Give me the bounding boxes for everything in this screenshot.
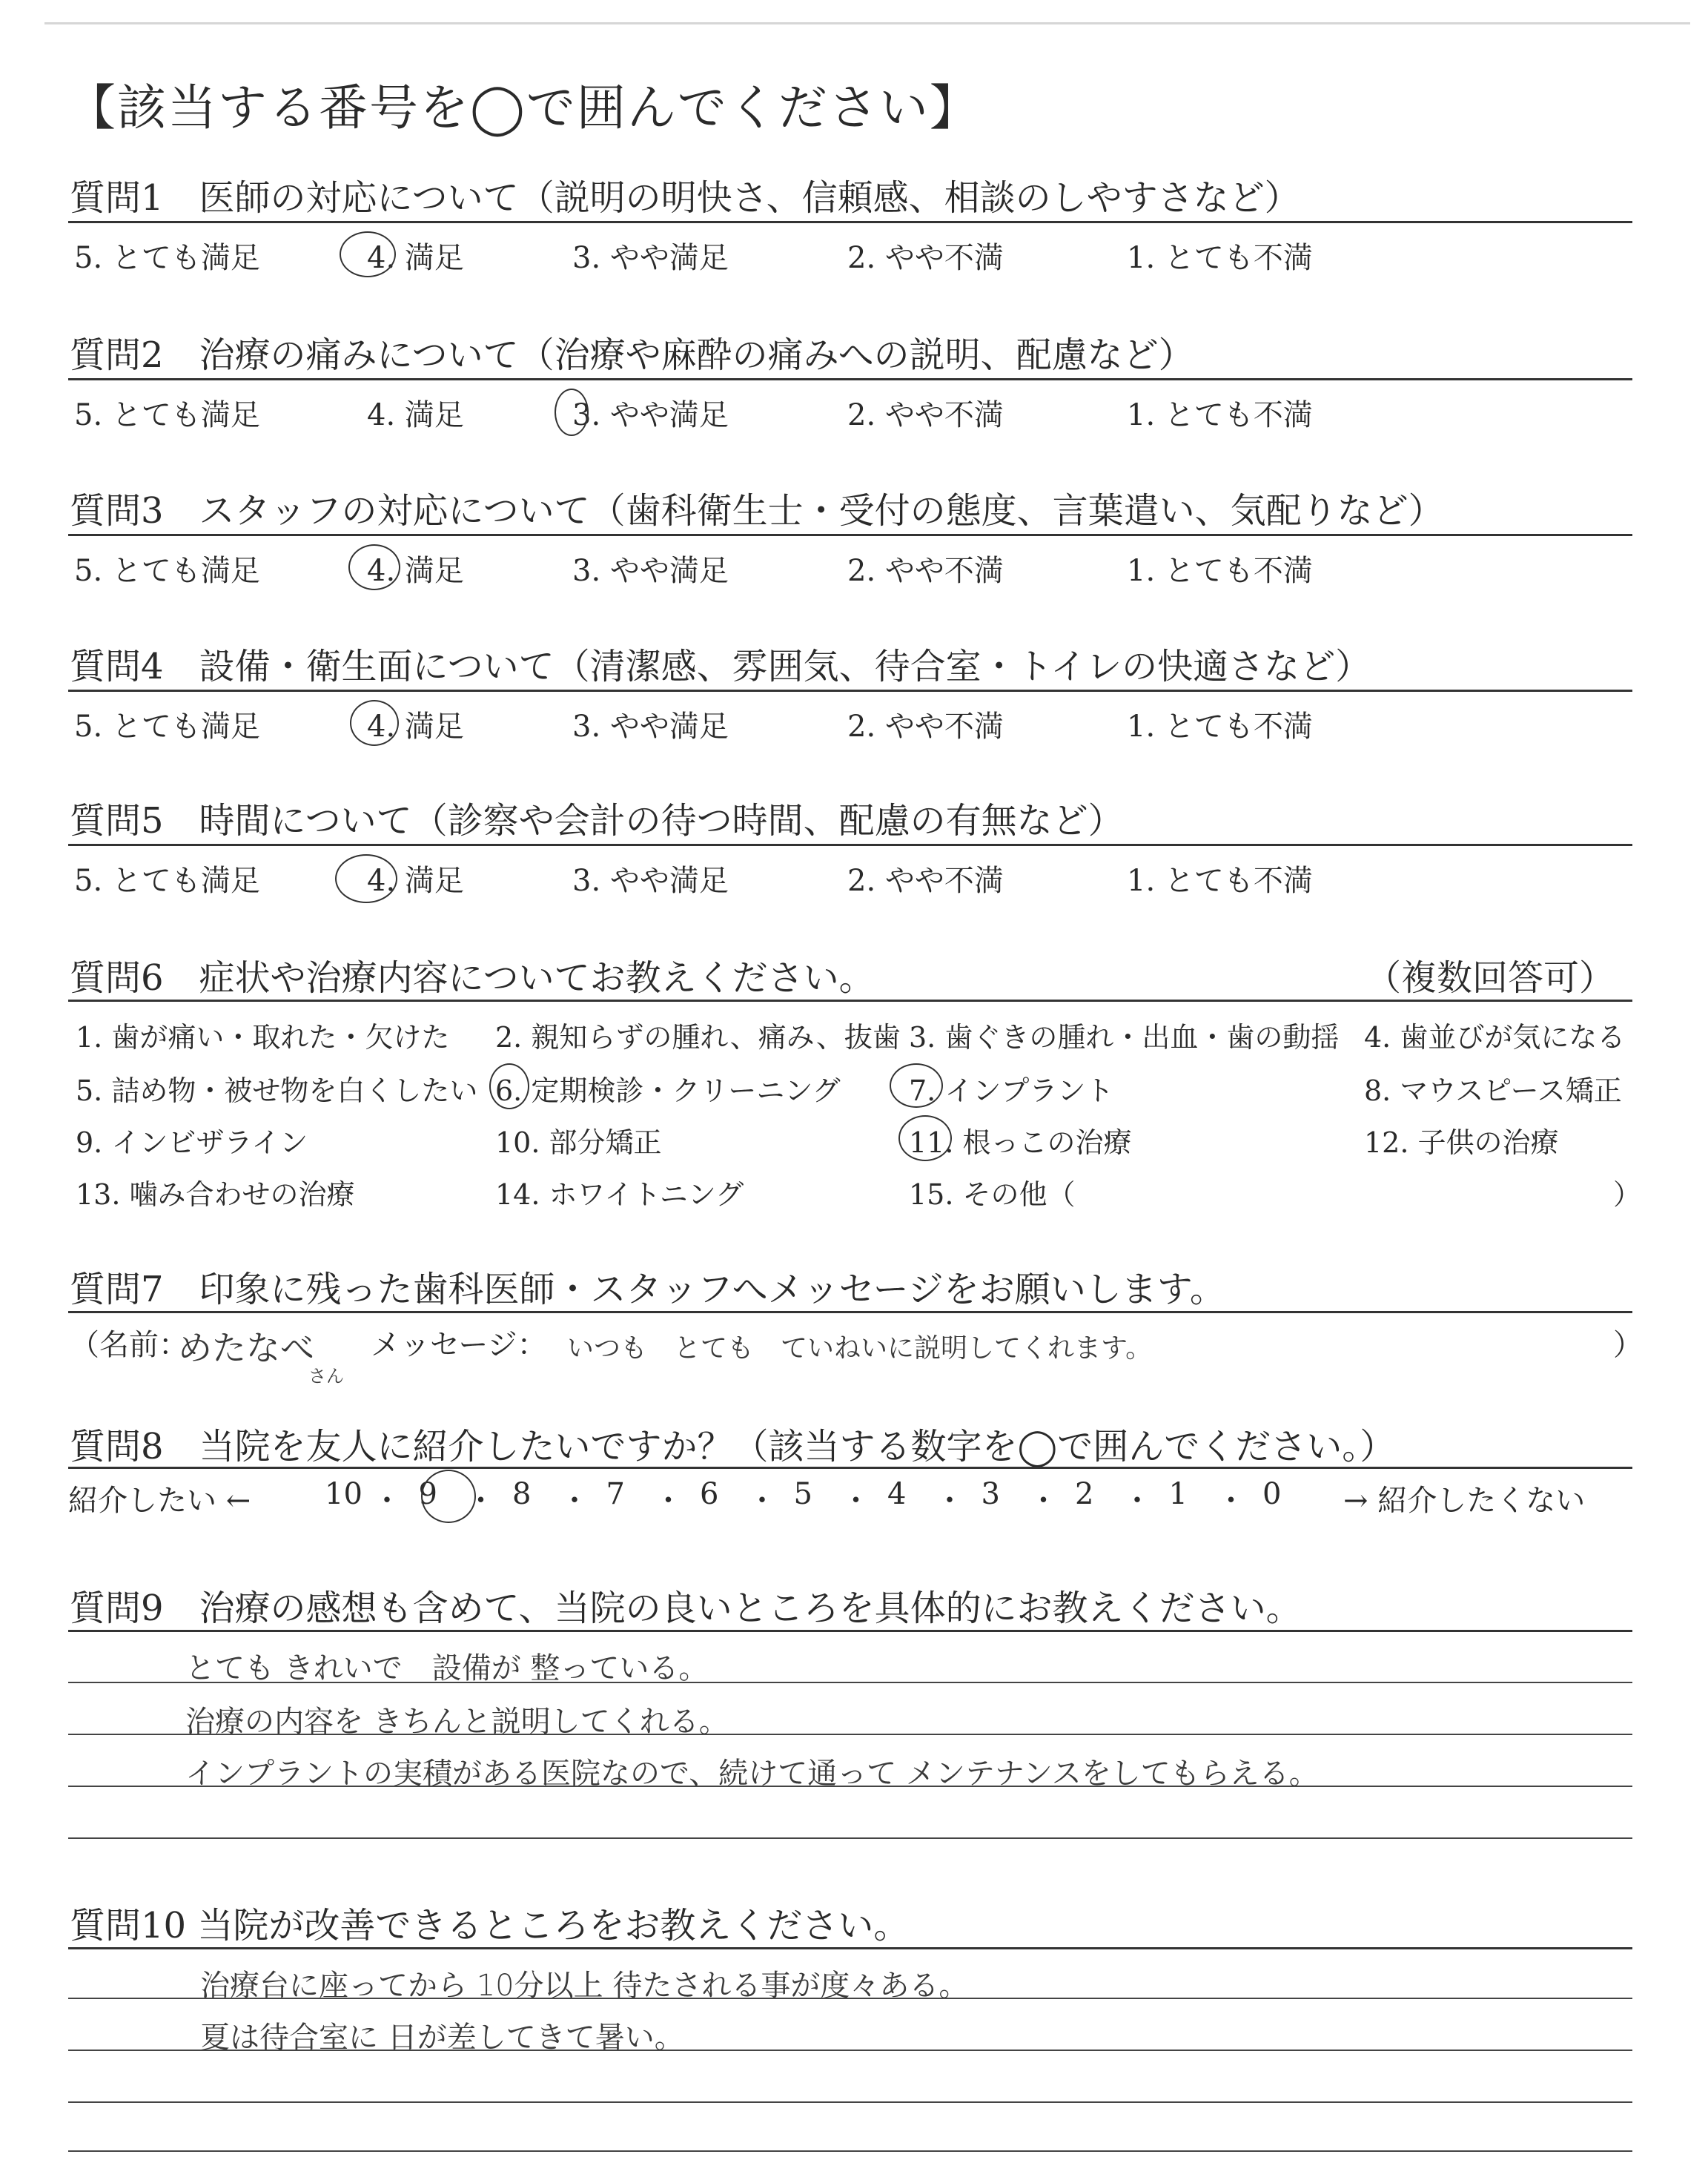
q3-selection-circle xyxy=(348,544,400,590)
q2-option-5[interactable]: 5. とても満足 xyxy=(74,398,260,432)
q6-item-7[interactable]: 7. インプラント xyxy=(909,1074,1114,1107)
q7-message-label: メッセージ： xyxy=(371,1328,547,1362)
q6-item-3[interactable]: 3. 歯ぐきの腫れ・出血・歯の動揺 xyxy=(909,1021,1340,1054)
question-9-title: 質問9 治療の感想も含めて、当院の良いところを具体的にお教えください。 xyxy=(70,1588,1302,1629)
q9-line-rule-3 xyxy=(68,1786,1632,1787)
q8-scale-separator: ・ xyxy=(841,1484,871,1518)
page-heading: 【該当する番号を◯で囲んでください】 xyxy=(67,79,980,136)
q2-selection-circle xyxy=(555,389,589,436)
q6-item-15-close: ） xyxy=(1613,1178,1642,1211)
q8-left-label: 紹介したい ← xyxy=(68,1484,251,1518)
q10-line-rule-4 xyxy=(68,2150,1632,2152)
q5-option-1[interactable]: 1. とても不満 xyxy=(1127,864,1313,898)
q10-line-rule-3 xyxy=(68,2101,1632,2103)
q6-item-9[interactable]: 9. インビザライン xyxy=(76,1126,308,1159)
q4-option-3[interactable]: 3. やや満足 xyxy=(572,710,729,744)
q9-answer-line-3[interactable]: インプラントの実積がある医院なので、続けて通って メンテナンスをしてもらえる。 xyxy=(185,1757,1319,1791)
q8-scale-10[interactable]: 10 xyxy=(325,1477,363,1511)
q8-scale-2[interactable]: 2 xyxy=(1075,1477,1094,1511)
q8-scale-3[interactable]: 3 xyxy=(981,1477,1000,1511)
question-7-rule xyxy=(68,1311,1632,1313)
q10-answer-line-2[interactable]: 夏は待合室に 日が差してきて暑い。 xyxy=(200,2021,684,2055)
q8-scale-7[interactable]: 7 xyxy=(606,1477,625,1511)
q7-close-paren: ） xyxy=(1613,1328,1643,1362)
q8-scale-separator: ・ xyxy=(1216,1484,1246,1518)
question-4-title: 質問4 設備・衛生面について（清潔感、雰囲気、待合室・トイレの快適さなど） xyxy=(70,646,1371,687)
question-6-note: （複数回答可） xyxy=(1366,957,1615,999)
question-4-rule xyxy=(68,690,1632,692)
q4-selection-circle xyxy=(350,700,399,746)
q2-option-3[interactable]: 3. やや満足 xyxy=(572,398,729,432)
question-8-rule xyxy=(68,1467,1632,1469)
question-10-rule xyxy=(68,1947,1632,1949)
q6-item-5[interactable]: 5. 詰め物・被せ物を白くしたい xyxy=(76,1074,478,1107)
q1-option-4[interactable]: 4. 満足 xyxy=(367,241,464,275)
q6-item-1[interactable]: 1. 歯が痛い・取れた・欠けた xyxy=(76,1021,450,1054)
question-9-rule xyxy=(68,1630,1632,1632)
q6-item-4[interactable]: 4. 歯並びが気になる xyxy=(1364,1021,1626,1054)
q3-option-2[interactable]: 2. やや不満 xyxy=(847,554,1004,588)
question-3-title: 質問3 スタッフの対応について（歯科衛生士・受付の態度、言葉遣い、気配りなど） xyxy=(70,490,1444,532)
q5-selection-circle xyxy=(335,854,397,903)
q1-option-1[interactable]: 1. とても不満 xyxy=(1127,241,1313,275)
q8-right-label: → 紹介したくない xyxy=(1343,1484,1586,1518)
q8-scale-separator: ・ xyxy=(560,1484,589,1518)
q6-item-2[interactable]: 2. 親知らずの腫れ、痛み、抜歯 xyxy=(495,1021,901,1054)
q7-name-value[interactable]: めたなべ xyxy=(178,1328,314,1368)
q4-option-1[interactable]: 1. とても不満 xyxy=(1127,710,1313,744)
q8-scale-separator: ・ xyxy=(1122,1484,1152,1518)
q3-option-3[interactable]: 3. やや満足 xyxy=(572,554,729,588)
q3-option-5[interactable]: 5. とても満足 xyxy=(74,554,260,588)
q6-selection-circle-11 xyxy=(898,1115,952,1161)
question-8-title: 質問8 当院を友人に紹介したいですか？（該当する数字を◯で囲んでください。） xyxy=(70,1426,1396,1467)
scan-edge-line xyxy=(44,22,1690,24)
q7-name-label: （名前： xyxy=(70,1328,188,1362)
q9-line-rule-4 xyxy=(68,1837,1632,1839)
q8-scale-separator: ・ xyxy=(935,1484,964,1518)
q2-option-4[interactable]: 4. 満足 xyxy=(367,398,464,432)
q3-option-4[interactable]: 4. 満足 xyxy=(367,554,464,588)
question-5-rule xyxy=(68,844,1632,846)
q8-scale-separator: ・ xyxy=(1028,1484,1059,1518)
q6-item-15[interactable]: 15. その他（ xyxy=(909,1178,1076,1211)
q8-scale-0[interactable]: 0 xyxy=(1262,1477,1282,1511)
q4-option-2[interactable]: 2. やや不満 xyxy=(847,710,1004,744)
q4-option-5[interactable]: 5. とても満足 xyxy=(74,710,260,744)
q9-answer-line-2[interactable]: 治療の内容を きちんと説明してくれる。 xyxy=(185,1705,729,1739)
q6-item-13[interactable]: 13. 噛み合わせの治療 xyxy=(76,1178,355,1211)
q5-option-3[interactable]: 3. やや満足 xyxy=(572,864,729,898)
q9-line-rule-1 xyxy=(68,1682,1632,1683)
q10-line-rule-1 xyxy=(68,1998,1632,1999)
q1-option-5[interactable]: 5. とても満足 xyxy=(74,241,260,275)
q4-option-4[interactable]: 4. 満足 xyxy=(367,710,464,744)
q6-item-8[interactable]: 8. マウスピース矯正 xyxy=(1364,1074,1622,1107)
q8-scale-8[interactable]: 8 xyxy=(512,1477,532,1511)
q1-selection-circle xyxy=(340,231,396,277)
question-2-rule xyxy=(68,378,1632,380)
question-6-rule xyxy=(68,1000,1632,1002)
q5-option-4[interactable]: 4. 満足 xyxy=(367,864,464,898)
q8-scale-4[interactable]: 4 xyxy=(887,1477,907,1511)
q1-option-3[interactable]: 3. やや満足 xyxy=(572,241,729,275)
q8-scale-9[interactable]: 9 xyxy=(418,1477,437,1511)
q10-answer-line-1[interactable]: 治療台に座ってから 10分以上 待たされる事が度々ある。 xyxy=(200,1969,969,2003)
q2-option-2[interactable]: 2. やや不満 xyxy=(847,398,1004,432)
question-1-title: 質問1 医師の対応について（説明の明快さ、信頼感、相談のしやすさなど） xyxy=(70,177,1300,219)
q7-name-suffix: さん xyxy=(308,1366,344,1387)
q3-option-1[interactable]: 1. とても不満 xyxy=(1127,554,1313,588)
q6-item-11[interactable]: 11. 根っこの治療 xyxy=(909,1126,1132,1159)
q6-selection-circle-6 xyxy=(489,1063,529,1109)
q9-answer-line-1[interactable]: とても きれいで 設備が 整っている。 xyxy=(185,1651,709,1685)
q6-item-14[interactable]: 14. ホワイトニング xyxy=(495,1178,744,1211)
q6-item-6[interactable]: 6. 定期検診・クリーニング xyxy=(495,1074,841,1107)
q10-line-rule-2 xyxy=(68,2050,1632,2051)
q6-item-12[interactable]: 12. 子供の治療 xyxy=(1364,1126,1559,1159)
question-10-title: 質問10 当院が改善できるところをお教えください。 xyxy=(70,1905,910,1946)
q8-scale-separator: ・ xyxy=(653,1484,683,1518)
question-2-title: 質問2 治療の痛みについて（治療や麻酔の痛みへの説明、配慮など） xyxy=(70,334,1194,376)
question-3-rule xyxy=(68,534,1632,536)
q6-selection-circle-7 xyxy=(890,1063,943,1108)
q6-item-10[interactable]: 10. 部分矯正 xyxy=(495,1126,662,1159)
question-7-title: 質問7 印象に残った歯科医師・スタッフへメッセージをお願いします。 xyxy=(70,1269,1225,1310)
question-1-rule xyxy=(68,221,1632,223)
q8-scale-separator: ・ xyxy=(372,1484,402,1518)
q9-line-rule-2 xyxy=(68,1734,1632,1735)
q8-scale-separator: ・ xyxy=(466,1484,496,1518)
question-6-title: 質問6 症状や治療内容についてお教えください。 xyxy=(70,957,875,999)
question-5-title: 質問5 時間について（診察や会計の待つ時間、配慮の有無など） xyxy=(70,800,1124,842)
q8-selection-circle xyxy=(418,1470,476,1523)
q5-option-2[interactable]: 2. やや不満 xyxy=(847,864,1004,898)
q8-scale-separator: ・ xyxy=(747,1484,777,1518)
q8-scale-1[interactable]: 1 xyxy=(1168,1477,1188,1511)
q8-scale-6[interactable]: 6 xyxy=(700,1477,719,1511)
q7-message-value[interactable]: いつも とても ていねいに説明してくれます。 xyxy=(567,1333,1153,1364)
q1-option-2[interactable]: 2. やや不満 xyxy=(847,241,1004,275)
q2-option-1[interactable]: 1. とても不満 xyxy=(1127,398,1313,432)
q5-option-5[interactable]: 5. とても満足 xyxy=(74,864,260,898)
q8-scale-5[interactable]: 5 xyxy=(793,1477,812,1511)
